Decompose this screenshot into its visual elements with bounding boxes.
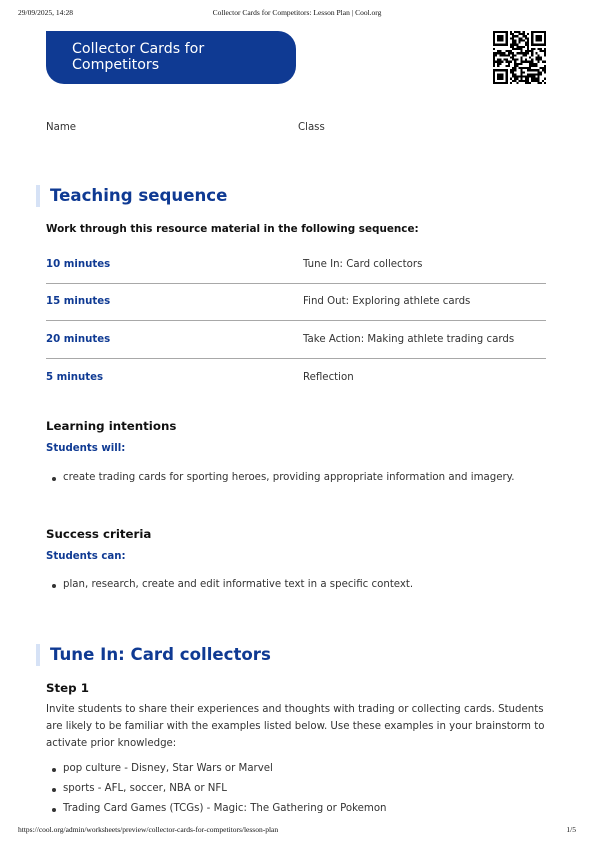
- learning-intentions-heading: Learning intentions: [46, 419, 177, 433]
- list-item: sports - AFL, soccer, NBA or NFL: [46, 779, 556, 799]
- tune-in-paragraph: Invite students to share their experiences and thoughts with trading or collecting cards. Students are likely to be familiar with the examples listed below. Use these examples in your brainstorm to activate prior knowledge:: [46, 704, 545, 749]
- print-datetime: 29/09/2025, 14:28: [18, 8, 74, 17]
- list-item: Trading Card Games (TCGs) - Magic: The Gathering or Pokemon: [46, 799, 556, 819]
- list-item: pop culture - Disney, Star Wars or Marvel: [46, 759, 556, 779]
- sequence-row: [46, 284, 546, 322]
- print-footer: [18, 825, 576, 834]
- sequence-duration: 10 minutes: [46, 258, 111, 270]
- sequence-duration: 20 minutes: [46, 333, 111, 345]
- success-criteria-label: Students can:: [46, 551, 126, 562]
- title-line-2: Competitors: [72, 57, 160, 73]
- sequence-activity: Tune In: Card collectors: [303, 258, 423, 270]
- sequence-activity: Take Action: Making athlete trading cards: [303, 333, 515, 345]
- success-criteria-list: [46, 575, 556, 595]
- success-criteria-heading: Success criteria: [46, 527, 152, 541]
- name-field-label: Name: [46, 122, 77, 133]
- class-field-label: Class: [298, 122, 325, 133]
- teaching-sequence-heading: Teaching sequence: [36, 185, 227, 207]
- print-url: https://cool.org/admin/worksheets/preview/collector-cards-for-competitors/lesson-plan: [18, 825, 279, 834]
- print-header: [18, 8, 576, 17]
- learning-intentions-label: Students will:: [46, 443, 126, 454]
- qr-code-icon: [493, 31, 546, 84]
- sequence-table: [46, 246, 546, 396]
- sequence-duration: 15 minutes: [46, 296, 111, 308]
- list-item: create trading cards for sporting heroes, providing appropriate information and imagery.: [46, 468, 556, 488]
- sequence-activity: Find Out: Exploring athlete cards: [303, 296, 471, 308]
- print-page-number: 1/5: [566, 825, 576, 834]
- sequence-row: [46, 321, 546, 359]
- print-page-title: Collector Cards for Competitors: Lesson Plan | Cool.org: [212, 8, 382, 17]
- step-1-heading: Step 1: [46, 681, 89, 695]
- learning-intentions-list: [46, 468, 556, 488]
- sequence-row: [46, 359, 546, 397]
- sequence-activity: Reflection: [303, 371, 354, 383]
- teaching-sequence-intro: Work through this resource material in the following sequence:: [46, 223, 419, 235]
- title-line-1: Collector Cards for: [72, 41, 205, 57]
- list-item: plan, research, create and edit informative text in a specific context.: [46, 575, 556, 595]
- document-title: [46, 31, 296, 84]
- tune-in-heading: Tune In: Card collectors: [36, 644, 271, 666]
- sequence-duration: 5 minutes: [46, 371, 104, 383]
- tune-in-list: [46, 759, 556, 819]
- sequence-row: [46, 246, 546, 284]
